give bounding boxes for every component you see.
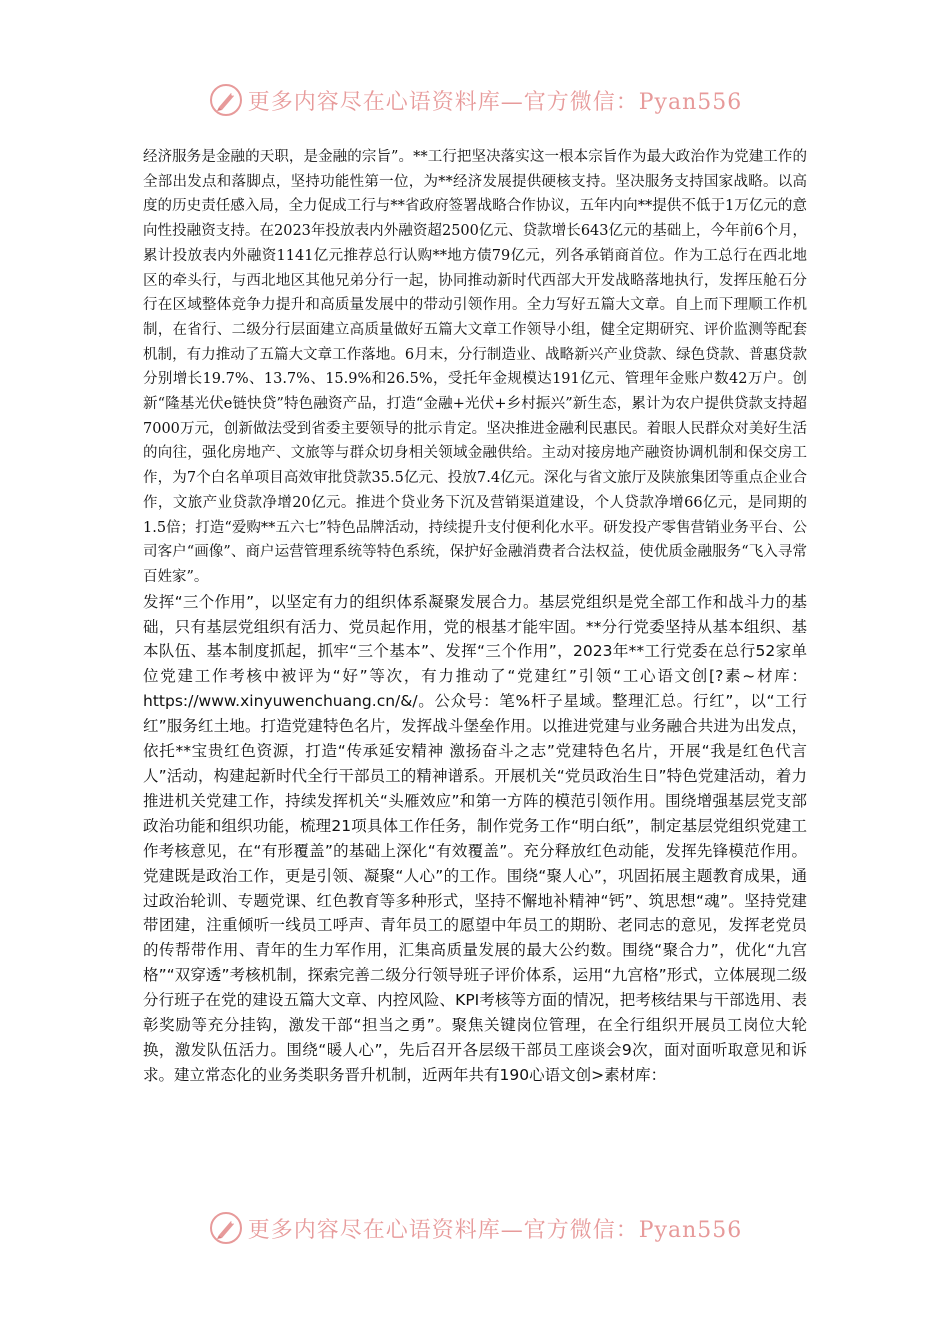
paragraph-2: 发挥“三个作用”，以坚定有力的组织体系凝聚发展合力。基层党组织是党全部工作和战斗力的基础，只有基层党组织有活力、党员起作用，党的根基才能牢固。**分行党委坚持从基本组织、基本队伍、基本制度抓起，抓牢“三个基本”、发挥“三个作用”，2023年**工行党委在总行52家单位党建工作考核中被评为“好”等次，有力推动了“党建红”引领“工心语文创[?素~材库：https://www.xinyuwenchuang.cn/&/。公众号：笔%杆子星域。整理汇总。行红”，以“工行红”服务红土地。打造党建特色名片，发挥战斗堡垒作用。以推进党建与业务融合共进为出发点，依托**宝贵红色资源，打造“传承延安精神 激扬奋斗之志”党建特色名片，开展“我是红色代言人”活动，构建起新时代全行干部员工的精神谱系。开展机关“党员政治生日”特色党建活动，着力推进机关党建工作，持续发挥机关“头雁效应”和第一方阵的模范引领作用。围绕增强基层党支部政治功能和组织功能，梳理21项具体工作任务，制作党务工作“明白纸”，制定基层党组织党建工作考核意见，在“有形覆盖”的基础上深化“有效覆盖”。充分释放红色动能，发挥先锋模范作用。党建既是政治工作，更是引领、凝聚“人心”的工作。围绕“聚人心”，巩固拓展主题教育成果，通过政治轮训、专题党课、红色教育等多种形式，坚持不懈地补精神“钙”、筑思想“魂”。坚持党建带团建，注重倾听一线员工呼声、青年员工的愿望中年员工的期盼、老同志的意见，发挥老党员的传帮带作用、青年的生力军作用，汇集高质量发展的最大公约数。围绕“聚合力”，优化“九宫格”“双穿透”考核机制，探索完善二级分行领导班子评价体系，运用“九宫格”形式，立体展现二级分行班子在党的建设五篇大文章、内控风险、KPI考核等方面的情况，把考核结果与干部选用、表彰奖励等充分挂钩，激发干部“担当之勇”。聚焦关键岗位管理，在全行组织开展员工岗位大轮换，激发队伍活力。围绕“暖人心”，先后召开各层级干部员工座谈会9次，面对面听取意见和诉求。建立常态化的业务类职务晋升机制，近两年共有190心语文创>素材库： — [143, 592, 807, 1084]
footer-banner-contact: 官方微信：Pyan556 — [523, 1217, 743, 1243]
footer-banner-text — [248, 1213, 743, 1244]
pen-nib-icon — [208, 1210, 244, 1246]
pen-nib-icon — [208, 82, 244, 118]
paragraph-1: 经济服务是金融的天职，是金融的宗旨”。**工行把坚决落实这一根本宗旨作为最大政治作为党建工作的全部出发点和落脚点，坚持功能性第一位，为**经济发展提供硬核支持。坚决服务支持国家战略。以高度的历史责任感入局，全力促成工行与**省政府签署战略合作协议，五年内向**提供不低于1万亿元的意向性投融资支持。在2023年投放表内外融资超2500亿元、贷款增长643亿元的基础上，今年前6个月，累计投放表内外融资1141亿元推荐总行认购**地方债79亿元，列各承销商首位。作为工总行在西北地区的牵头行，与西北地区其他兄弟分行一起，协同推动新时代西部大开发战略落地执行，发挥压舱石分行在区域整体竞争力提升和高质量发展中的带动引领作用。全力写好五篇大文章。自上而下理顺工作机制，在省行、二级分行层面建立高质量做好五篇大文章工作领导小组，健全定期研究、评价监测等配套机制，有力推动了五篇大文章工作落地。6月末，分行制造业、战略新兴产业贷款、绿色贷款、普惠贷款分别增长19.7%、13.7%、15.9%和26.5%，受托年金规模达191亿元、管理年金账户数42万户。创新“隆基光伏e链快贷”特色融资产品，打造“金融+光伏+乡村振兴”新生态，累计为农户提供贷款支持超7000万元，创新做法受到省委主要领导的批示肯定。坚决推进金融利民惠民。着眼人民群众对美好生活的向往，强化房地产、文旅等与群众切身相关领域金融供给。主动对接房地产融资协调机制和保交房工作，为7个白名单项目高效审批贷款35.5亿元、投放7.4亿元。深化与省文旅厅及陕旅集团等重点企业合作，文旅产业贷款净增20亿元。推进个贷业务下沉及营销渠道建设，个人贷款净增66亿元，是同期的1.5倍；打造“爱购**五六七”特色品牌活动，持续提升支付便利化水平。研发投产零售营销业务平台、公司客户“画像”、商户运营管理系统等特色系统，保护好金融消费者合法权益，使优质金融服务“飞入寻常百姓家”。 — [143, 149, 807, 585]
header-banner-separator: — — [500, 89, 524, 115]
footer-banner — [0, 1206, 950, 1250]
header-banner — [0, 78, 950, 122]
header-banner-contact: 官方微信：Pyan556 — [523, 89, 743, 115]
header-banner-text — [248, 85, 743, 116]
footer-banner-main: 更多内容尽在心语资料库 — [247, 1217, 501, 1243]
header-banner-main: 更多内容尽在心语资料库 — [247, 89, 501, 115]
document-body — [143, 145, 807, 1088]
footer-banner-separator: — — [500, 1217, 524, 1243]
